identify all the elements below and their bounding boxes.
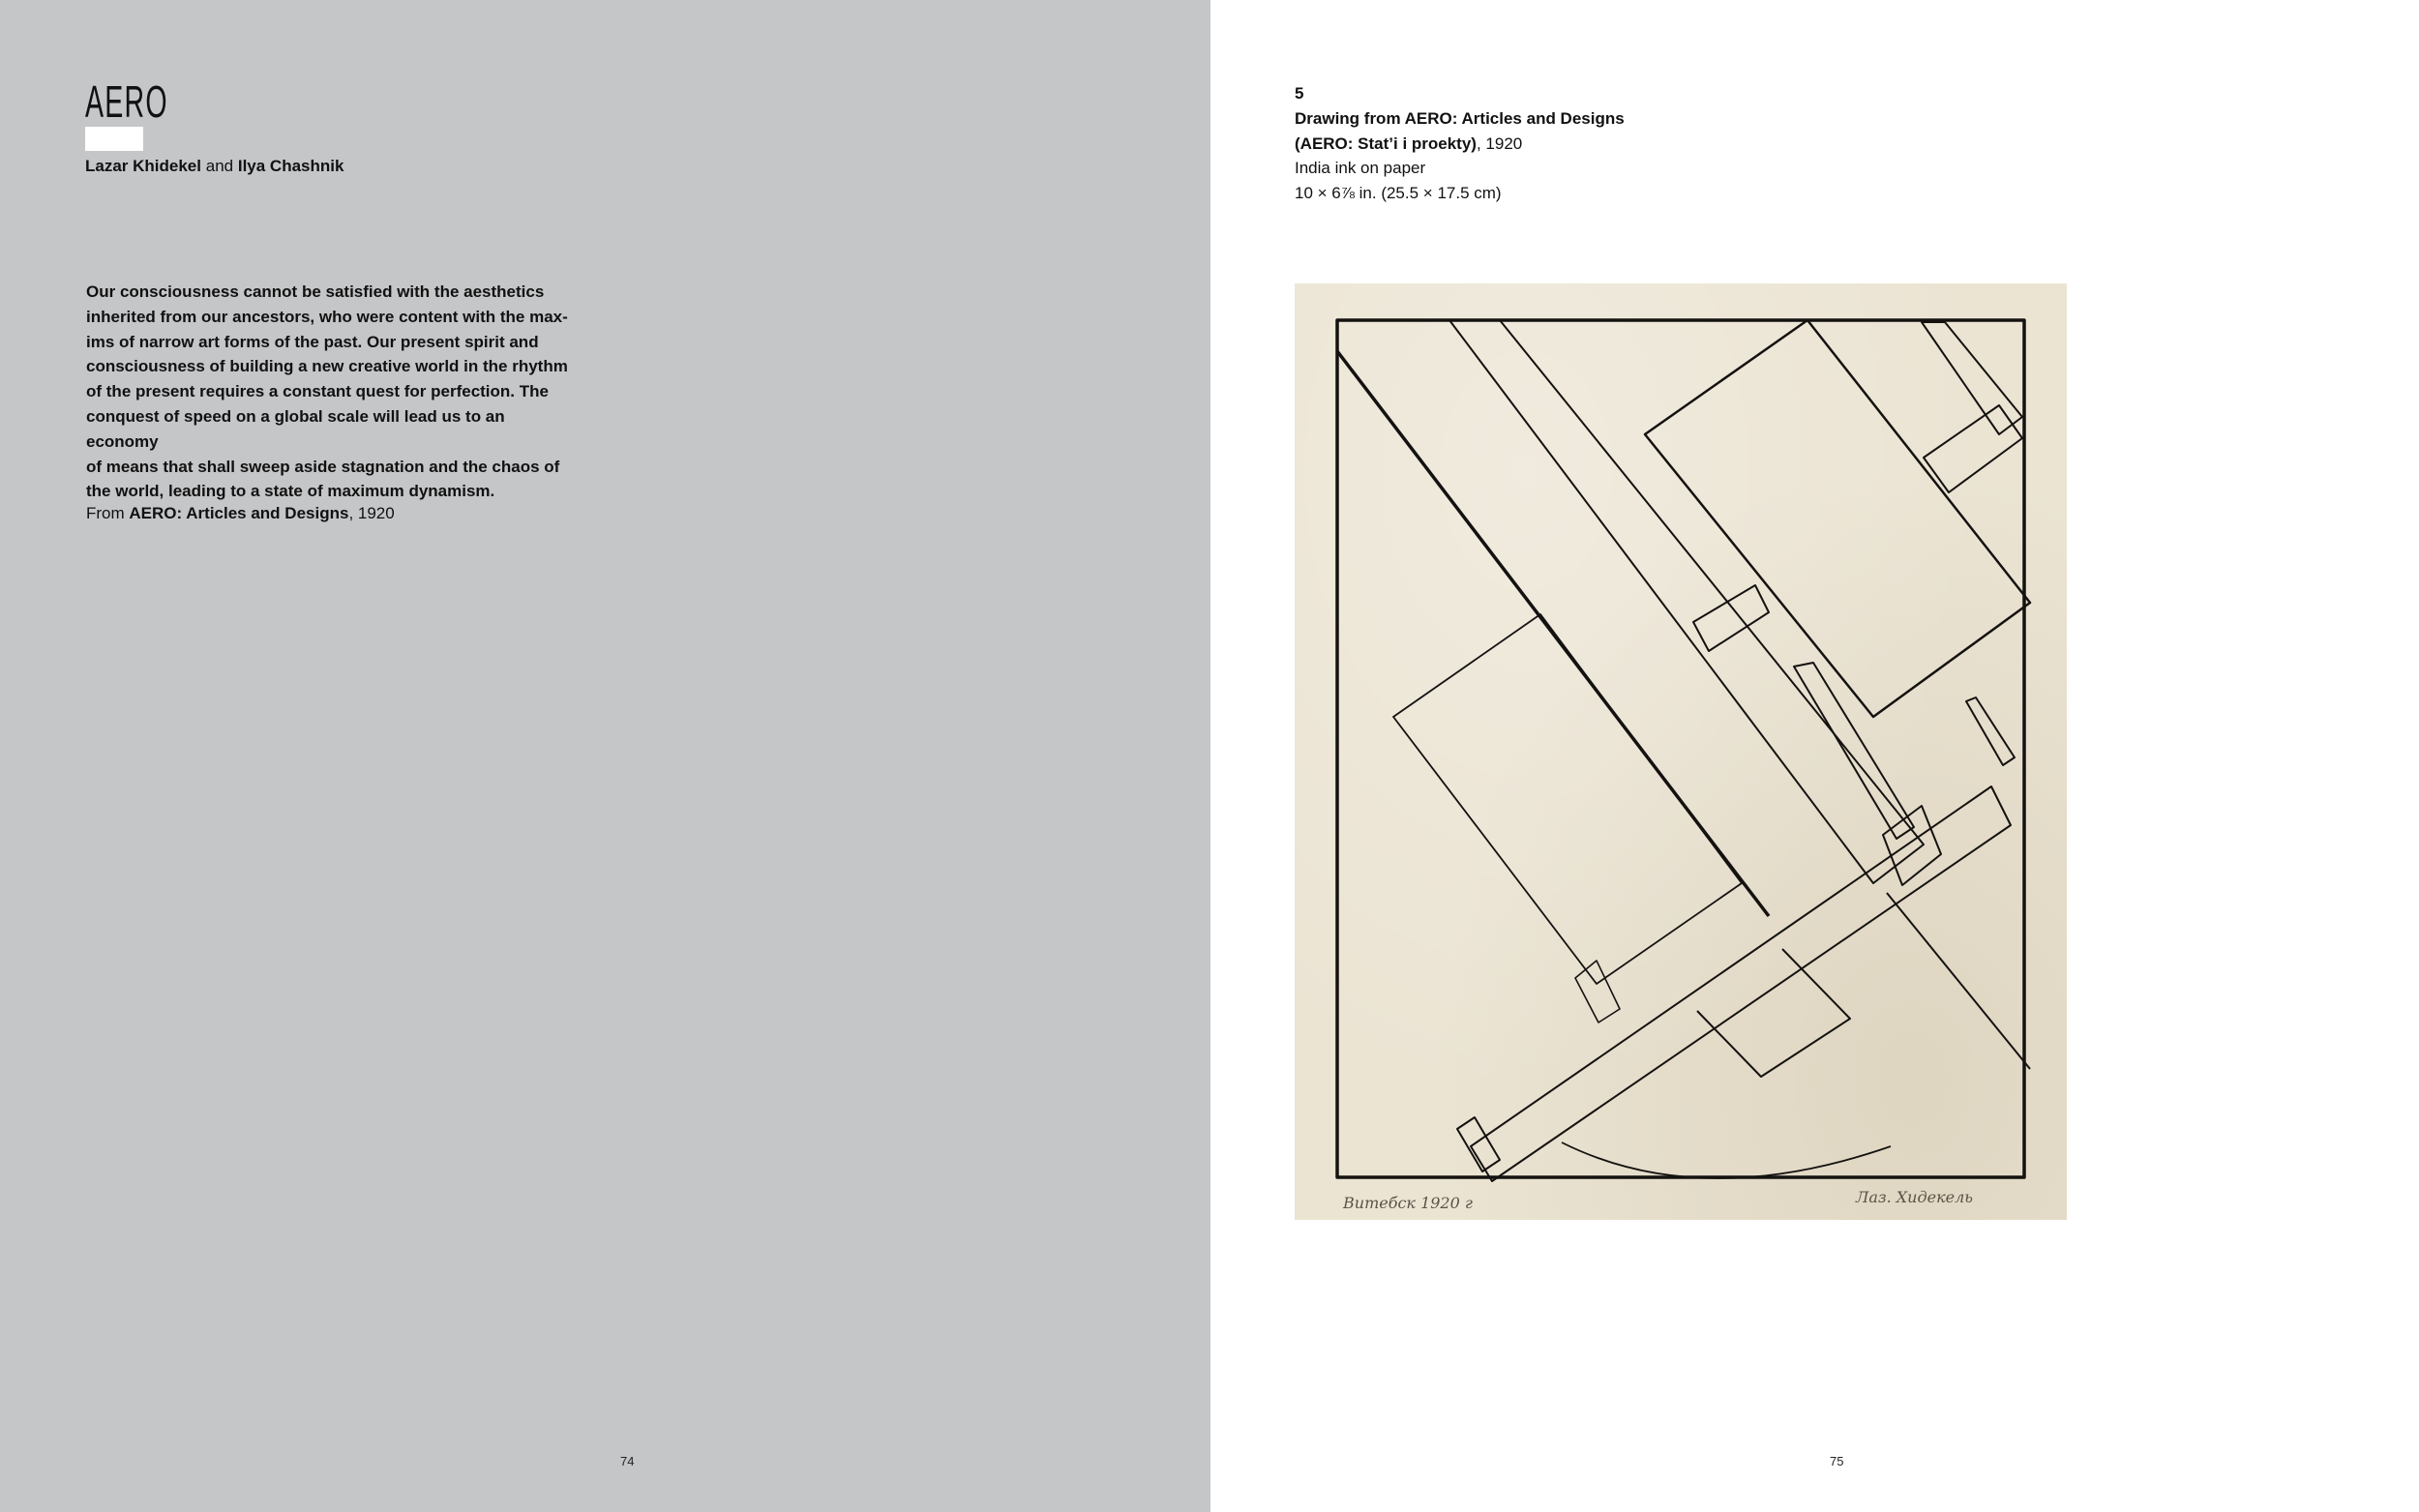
inscription-right: Лаз. Хидекель	[1856, 1188, 1974, 1206]
quote-line: of the present requires a constant quest for perfection. The	[86, 382, 549, 401]
quote-line: of means that shall sweep aside stagnation and the chaos of	[86, 457, 560, 476]
caption-title: Drawing from AERO: Articles and Designs	[1295, 108, 1625, 128]
quote-source	[86, 503, 395, 524]
authors-conjunction: and	[205, 157, 234, 175]
quote-line: conquest of speed on a global scale will lead us to an economy	[86, 406, 505, 451]
authors-line	[85, 156, 343, 177]
quote-line: consciousness of building a new creative world in the rhythm	[86, 357, 568, 376]
aero-logo: AERO	[85, 76, 168, 127]
page-number-right: 75	[1830, 1454, 1844, 1468]
quote-line: the world, leading to a state of maximum dynamism.	[86, 482, 495, 501]
main-diagonal	[1337, 351, 1769, 916]
quote-line: inherited from our ancestors, who were content with the max-	[86, 307, 568, 326]
caption-dimensions: 10 × 6⅞ in. (25.5 × 17.5 cm)	[1295, 184, 1502, 203]
source-title: AERO: Articles and Designs	[129, 504, 349, 522]
page-number-left: 74	[620, 1454, 635, 1468]
quote-line: Our consciousness cannot be satisfied with the aesthetics	[86, 282, 545, 301]
caption-translit-title: (AERO: Stat’i i proekty)	[1295, 133, 1477, 153]
caption-title-translit	[1295, 132, 1625, 157]
source-year: , 1920	[348, 504, 395, 522]
suprematist-drawing	[1295, 283, 2067, 1220]
manifesto-quote	[86, 280, 570, 504]
logo-bar	[85, 127, 143, 151]
artwork-caption	[1295, 81, 1625, 206]
drawing-frame	[1337, 320, 2024, 1177]
source-prefix: From	[86, 504, 130, 522]
author-khidekel: Lazar Khidekel	[85, 157, 201, 175]
artwork-drawing	[1295, 283, 2067, 1220]
inscription-left: Витебск 1920 г	[1343, 1194, 1473, 1212]
quote-line: ims of narrow art forms of the past. Our present spirit and	[86, 332, 539, 351]
author-chashnik: Ilya Chashnik	[237, 157, 344, 175]
plate-number: 5	[1295, 84, 1304, 103]
caption-year: , 1920	[1476, 133, 1523, 153]
caption-medium: India ink on paper	[1295, 159, 1426, 178]
